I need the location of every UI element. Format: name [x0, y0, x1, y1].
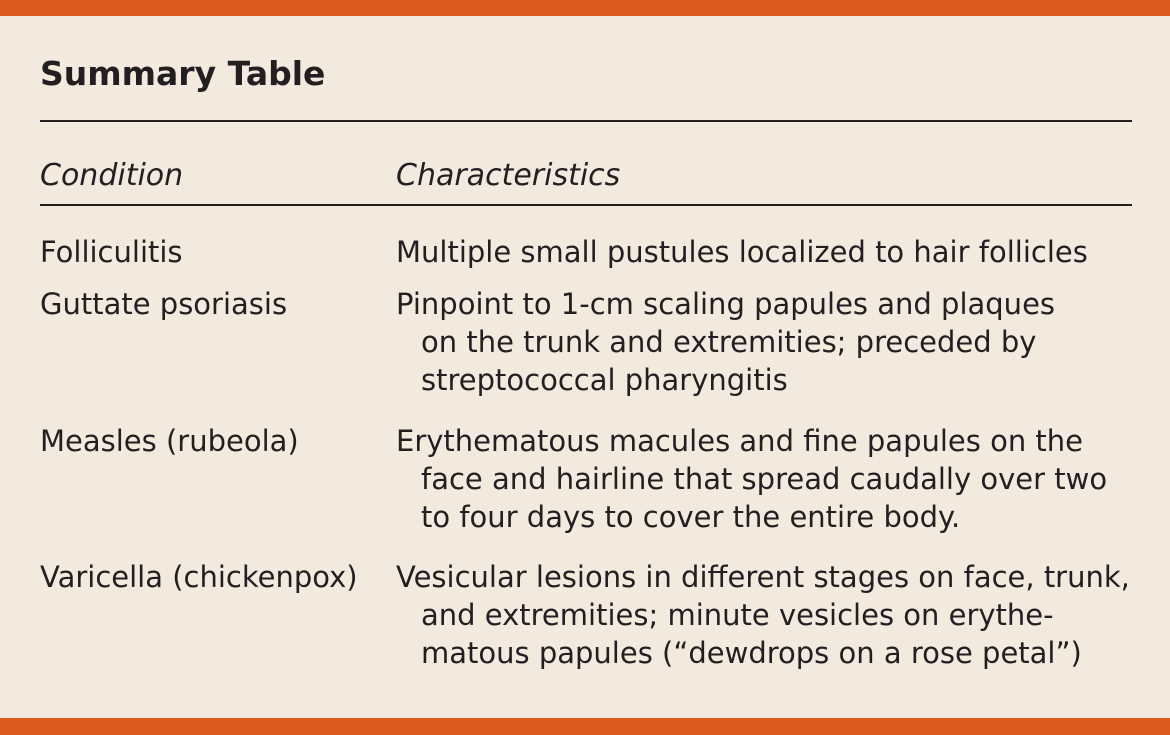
row-characteristics-guttate-psoriasis [396, 285, 1055, 399]
column-header-characteristics: Characteristics [396, 158, 621, 193]
row-condition-varicella: Varicella (chickenpox) [40, 560, 358, 594]
characteristics-line: matous papules (“dewdrops on a rose petal”) [421, 636, 1082, 670]
bottom-accent-bar [0, 718, 1170, 735]
characteristics-line: Vesicular lesions in different stages on face, trunk, [396, 560, 1130, 594]
characteristics-line: Pinpoint to 1-cm scaling papules and plaques [396, 287, 1056, 321]
row-condition-folliculitis: Folliculitis [40, 235, 183, 269]
characteristics-line: streptococcal pharyngitis [421, 363, 788, 397]
characteristics-line: to four days to cover the entire body. [421, 500, 961, 534]
header-bottom-rule [40, 204, 1132, 206]
row-characteristics-measles [396, 422, 1107, 536]
row-characteristics-folliculitis [396, 233, 1088, 271]
table-title: Summary Table [40, 54, 326, 93]
column-header-condition: Condition [40, 158, 184, 193]
characteristics-line: face and hairline that spread caudally over two [421, 462, 1108, 496]
characteristics-line: and extremities; minute vesicles on erythe- [421, 598, 1054, 632]
characteristics-line: on the trunk and extremities; preceded by [421, 325, 1037, 359]
characteristics-line: Erythematous macules and fine papules on the [396, 424, 1084, 458]
header-top-rule [40, 120, 1132, 122]
row-characteristics-varicella [396, 558, 1130, 672]
row-condition-guttate-psoriasis: Guttate psoriasis [40, 287, 288, 321]
row-condition-measles: Measles (rubeola) [40, 424, 299, 458]
top-accent-bar [0, 0, 1170, 16]
characteristics-line: Multiple small pustules localized to hair follicles [396, 235, 1088, 269]
